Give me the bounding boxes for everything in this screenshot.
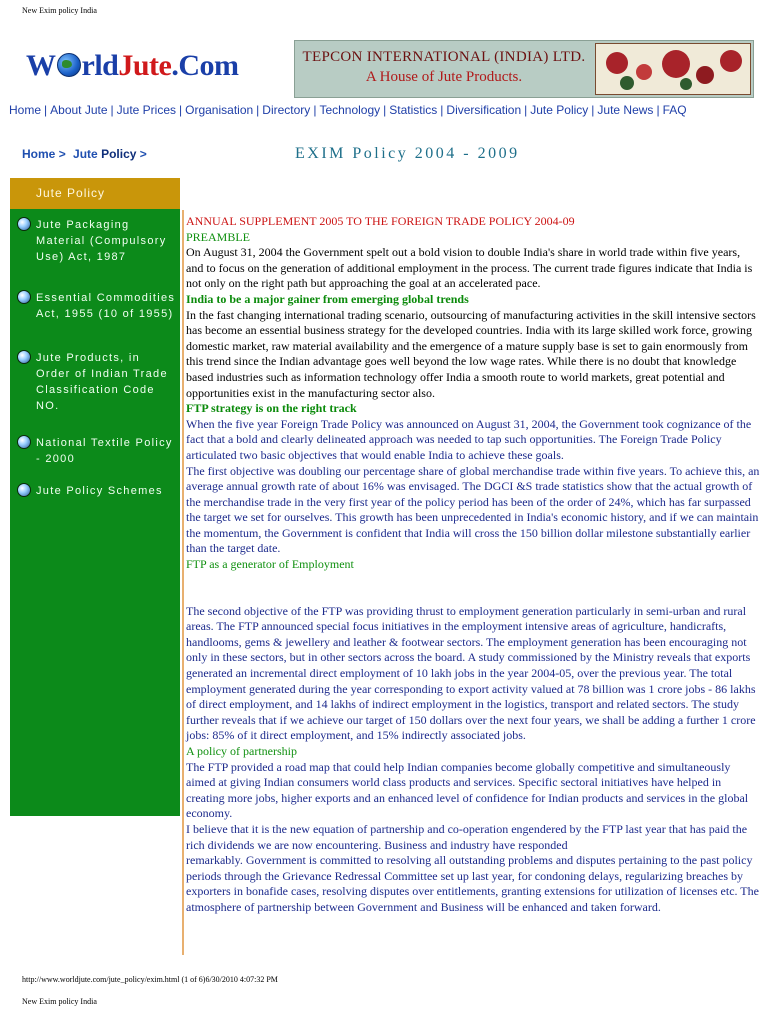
nav-jute-prices[interactable]: Jute Prices [116, 103, 176, 117]
breadcrumb-separator: > [139, 147, 147, 161]
section-heading: FTP as a generator of Employment [186, 557, 354, 572]
jute-rug-image [595, 43, 751, 95]
worldjute-logo[interactable] [26, 46, 239, 86]
paragraph: The second objective of the FTP was providing thrust to employment generation particularly in semi-urban and rural areas. The FTP announced special focus initiatives in the employment intensive areas of agriculture, handicrafts, handlooms, gems & jewellery and leather & footwear sectors. The employment generation has been encouraging not only in these sectors, but in other sectors across the board. A study commissioned by the Ministry reveals that exports generated an incremental direct employment of 10 lakh jobs in the year 2004-05, over the previous year. The total employment generated during the year corresponding to export activity valued at 78 billion was 1 crore jobs - 86 lakhs of direct employment, and 14 lakhs of indirect employment in the logistics, transport and related sectors. The study further reveals that if we achieve our target of 150 dollars over the next four years, we shall be adding a further 1 crore jobs: 85% of it direct employment, and 15% indirectly associated jobs. [186, 603, 756, 743]
logo-rld: rld [81, 49, 119, 82]
paragraph: I believe that it is the new equation of partnership and co-operation engendered by the FTP last year that has paid the rich dividends we are now encountering. Business and industry have responded [186, 821, 748, 852]
sidebar [10, 178, 180, 816]
page-title: EXIM Policy 2004 - 2009 [295, 145, 520, 162]
sidebar-item-label: Jute Policy Schemes [36, 485, 163, 497]
tepcon-banner[interactable] [294, 40, 754, 98]
sidebar-item-jute-products[interactable] [36, 350, 178, 414]
paragraph: remarkably. Government is committed to resolving all outstanding problems and disputes pertaining to the past policy periods through the Grievance Redressal Committee set up last year, for condoning delays, regularizing breaches by exporters in bonafide cases, resolving disputes over entitlements, granting extensions for utilization of licenses etc. The atmosphere of partnership between Government and Business will be enhanced and taken forward. [186, 853, 759, 914]
banner-tagline: A House of Jute Products. [365, 69, 523, 85]
nav-diversification[interactable]: Diversification [446, 103, 522, 117]
nav-jute-news[interactable]: Jute News [597, 103, 654, 117]
logo-com: .Com [171, 49, 239, 82]
nav-directory[interactable]: Directory [262, 103, 311, 117]
main-content [186, 214, 760, 916]
logo-w: W [26, 49, 56, 82]
nav-about-jute[interactable]: About Jute [50, 103, 108, 117]
paragraph: On August 31, 2004 the Government spelt out a bold vision to double India's share in world trade within five years, and to focus on the generation of additional employment in the process. The current trade figures indicate that India is not only on the right path but approaching the goal at an accelerated pace. [186, 245, 753, 291]
breadcrumb [22, 147, 147, 161]
paragraph: When the five year Foreign Trade Policy was announced on August 31, 2004, the Government took cognizance of the fact that a bold and clearly delineated approach was needed to tap such opportunities. The Foreign Trade Policy articulated two basic objectives that would enable India to achieve these goals. [186, 416, 752, 462]
sidebar-item-label: Essential Commodities Act, 1955 (10 of 1955) [36, 292, 176, 320]
content-divider [182, 210, 184, 955]
section-heading: India to be a major gainer from emerging global trends [186, 291, 469, 306]
nav-faq[interactable]: FAQ [662, 103, 687, 117]
page-header-label: New Exim policy India [22, 6, 97, 15]
sidebar-item-label: National Textile Policy - 2000 [36, 437, 173, 465]
footer-url: http://www.worldjute.com/jute_policy/exim.html (1 of 6)6/30/2010 4:07:32 PM [22, 975, 278, 984]
logo-jute: Jute [118, 49, 172, 82]
sidebar-item-label: Jute Packaging Material (Compulsory Use) Act, 1987 [36, 219, 167, 263]
paragraph: The FTP provided a road map that could help Indian companies become globally competitive and simultaneously aimed at giving Indian consumers world class products and services. Specific sectoral initiatives have helped in creating more jobs, higher exports and an enhanced level of confidence for Indian products and services in the global economy. [186, 759, 749, 821]
nav-technology[interactable]: Technology [319, 103, 381, 117]
sidebar-heading: Jute Policy [10, 178, 180, 209]
breadcrumb-jute[interactable]: Jute [73, 147, 98, 161]
paragraph: The first objective was doubling our percentage share of global merchandise trade within five years. To achieve this, an average annual growth rate of about 16% was envisaged. The DGCI &S trade statistics show that the actual growth of the merchandise trade in the very first year of the policy period has been of the order of 24%, which has far surpassed the target we set for ourselves. This growth has been unprecedented in India's economic history, and if we can maintain the momentum, the Government is confident that India will cross the 150 billion dollar milestone substantially earlier than the target date. [186, 463, 760, 556]
footer-page-label: New Exim policy India [22, 997, 97, 1006]
sidebar-item-jute-packaging[interactable] [36, 217, 178, 265]
globe-icon [17, 217, 31, 231]
section-heading: A policy of partnership [186, 744, 297, 758]
sidebar-item-jute-policy-schemes[interactable] [36, 483, 178, 499]
sidebar-item-label: Jute Products, in Order of Indian Trade Classification Code NO. [36, 352, 168, 412]
sidebar-item-essential-commodities[interactable] [36, 290, 178, 322]
globe-icon [17, 435, 31, 449]
globe-icon [17, 350, 31, 364]
nav-statistics[interactable]: Statistics [389, 103, 438, 117]
breadcrumb-home[interactable]: Home [22, 147, 56, 161]
section-heading: FTP strategy is on the right track [186, 401, 357, 416]
sidebar-item-national-textile[interactable] [36, 435, 178, 467]
supplement-title: ANNUAL SUPPLEMENT 2005 TO THE FOREIGN TRADE POLICY 2004-09 [186, 214, 575, 228]
preamble-heading: PREAMBLE [186, 229, 251, 244]
spacer [186, 573, 760, 604]
nav-home[interactable]: Home [9, 103, 42, 117]
globe-icon [17, 483, 31, 497]
breadcrumb-separator: > [58, 147, 66, 161]
globe-icon [17, 290, 31, 304]
banner-company: TEPCON INTERNATIONAL (INDIA) LTD. [302, 49, 586, 65]
top-navigation: Home | About Jute | Jute Prices | Organisation | Directory | Technology | Statistics | Diversification | Jute Policy | Jute News | FAQ [9, 103, 687, 117]
paragraph: In the fast changing international trading scenario, outsourcing of manufacturing activities in the skill intensive sectors has become an essential business strategy for the developed countries. India with its large skilled work force, growing domestic market, raw material availability and the emergence of a mature supply base is set to gain enormously from this trend since the Indian advantage goes well beyond the low wage rates. While there is no doubt that knowledge based industries such as information technology offer India a smooth route to world markets, great potential and opportunities exist in the manufacturing sector also. [186, 307, 756, 400]
breadcrumb-policy[interactable]: Policy [101, 147, 137, 161]
globe-icon [57, 53, 81, 77]
nav-organisation[interactable]: Organisation [185, 103, 254, 117]
nav-jute-policy[interactable]: Jute Policy [530, 103, 589, 117]
